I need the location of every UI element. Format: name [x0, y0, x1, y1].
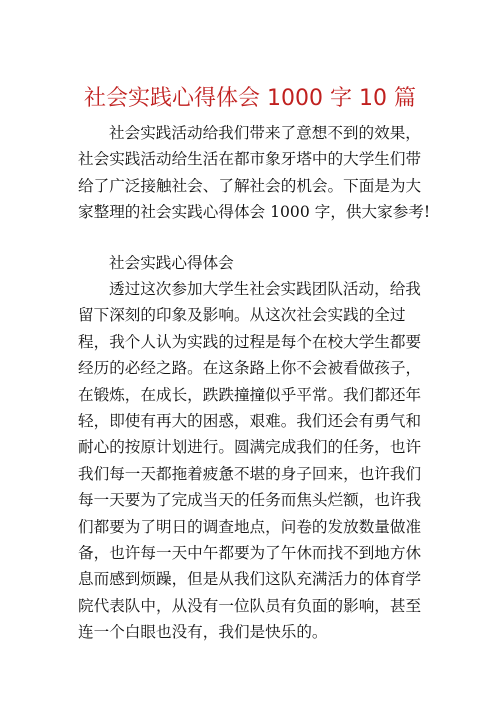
- paragraph-line: 院代表队中，从没有一位队员有负面的影响，甚至: [78, 596, 422, 615]
- paragraph-line: 程，我个人认为实践的过程是每个在校大学生都要: [78, 332, 422, 351]
- paragraph-line: 透过这次参加大学生社会实践团队活动，给我: [109, 280, 421, 298]
- section-heading: 社会实践心得体会: [109, 254, 234, 272]
- paragraph-line: 备，也许每一天中午都要为了午休而找不到地方休: [78, 543, 422, 562]
- paragraph-line: 在锻炼，在成长，跌跌撞撞似乎平常。我们都还年: [78, 385, 422, 404]
- intro-line: 社会实践活动给生活在都市象牙塔中的大学生们带: [78, 150, 422, 169]
- intro-line: 社会实践活动给我们带来了意想不到的效果，: [109, 124, 421, 142]
- paragraph-line: 耐心的按原计划进行。圆满完成我们的任务，也许: [78, 438, 422, 457]
- paragraph-line: 连一个白眼也没有，我们是快乐的。: [78, 623, 328, 642]
- main-paragraph: [78, 276, 422, 645]
- paragraph-line: 我们每一天都拖着疲惫不堪的身子回来，也许我们: [78, 464, 422, 483]
- paragraph-line: 留下深刻的印象及影响。从这次社会实践的全过: [78, 306, 406, 325]
- intro-line: 给了广泛接触社会、了解社会的机会。下面是为大: [78, 176, 422, 195]
- paragraph-line: 经历的必经之路。在这条路上你不会被看做孩子，: [78, 359, 422, 378]
- intro-line: 家整理的社会实践心得体会 1000 字，供大家参考!: [78, 203, 431, 222]
- paragraph-line: 每一天要为了完成当天的任务而焦头烂额，也许我: [78, 491, 422, 510]
- paragraph-line: 轻，即使有再大的困惑，艰难。我们还会有勇气和: [78, 411, 422, 430]
- paragraph-line: 息而感到烦躁，但是从我们这队充满活力的体育学: [78, 570, 422, 589]
- paragraph-line: 们都要为了明日的调查地点，问卷的发放数量做准: [78, 517, 422, 536]
- document-title: 社会实践心得体会 1000 字 10 篇: [84, 86, 416, 111]
- intro-paragraph: [78, 120, 431, 226]
